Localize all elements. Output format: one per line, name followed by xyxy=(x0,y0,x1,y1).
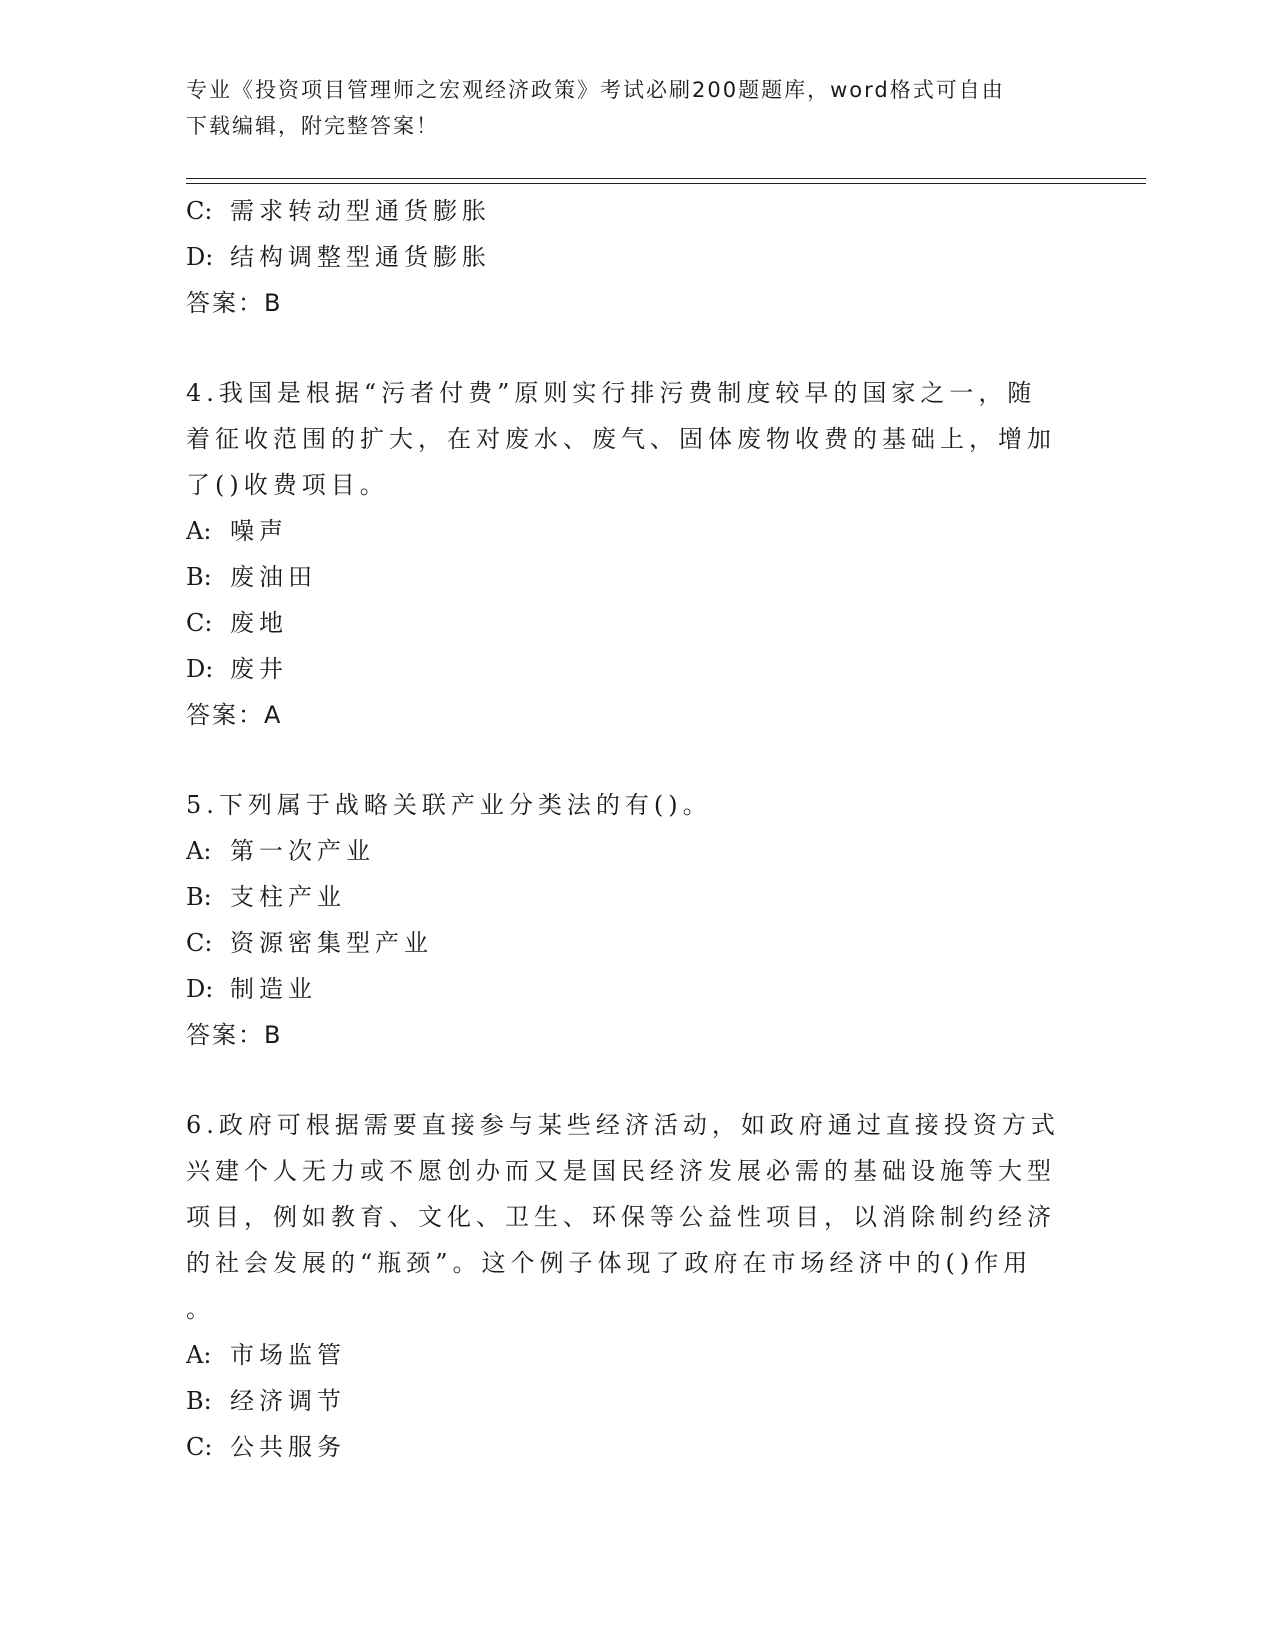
option-key: D: xyxy=(186,655,214,683)
option-key: B: xyxy=(186,883,212,911)
question-list xyxy=(186,188,1066,1470)
question-text-line: 了()收费项目。 xyxy=(186,471,389,499)
option-text: 支柱产业 xyxy=(230,883,346,911)
option-b xyxy=(186,1378,1066,1424)
option-key: A: xyxy=(186,1341,212,1369)
option-key: C: xyxy=(186,1433,213,1461)
option-text: 废井 xyxy=(230,655,288,683)
option-c xyxy=(186,920,1066,966)
option-key: B: xyxy=(186,1387,212,1415)
option-key: A: xyxy=(186,837,212,865)
question-text-line: 兴建个人无力或不愿创办而又是国民经济发展必需的基础设施等大型 xyxy=(186,1157,1056,1185)
answer: 答案：A xyxy=(186,701,283,729)
question-4 xyxy=(186,370,1066,738)
option-key: B: xyxy=(186,563,212,591)
option-text: 制造业 xyxy=(230,975,317,1003)
option-text: 市场监管 xyxy=(230,1341,346,1369)
question-text-line: 着征收范围的扩大，在对废水、废气、固体废物收费的基础上，增加 xyxy=(186,425,1056,453)
question-6 xyxy=(186,1102,1066,1470)
option-text: 结构调整型通货膨胀 xyxy=(230,243,491,271)
option-key: D: xyxy=(186,243,214,271)
header-title-line-1: 专业《投资项目管理师之宏观经济政策》考试必刷200题题库，word格式可自由 xyxy=(186,78,1005,102)
option-c xyxy=(186,600,1066,646)
question-text-line: 。 xyxy=(186,1295,215,1323)
option-d xyxy=(186,966,1066,1012)
option-text: 废油田 xyxy=(230,563,317,591)
question-3-tail xyxy=(186,188,1066,326)
option-a xyxy=(186,1332,1066,1378)
option-text: 公共服务 xyxy=(230,1433,346,1461)
option-key: C: xyxy=(186,929,213,957)
option-d xyxy=(186,234,1066,280)
answer: 答案：B xyxy=(186,1021,283,1049)
header-divider-top xyxy=(186,178,1146,179)
option-text: 资源密集型产业 xyxy=(230,929,433,957)
question-text-line: 的社会发展的“瓶颈”。这个例子体现了政府在市场经济中的()作用 xyxy=(186,1249,1033,1277)
option-key: D: xyxy=(186,975,214,1003)
document-header xyxy=(186,72,1066,144)
question-text-line: 6.政府可根据需要直接参与某些经济活动，如政府通过直接投资方式 xyxy=(186,1111,1060,1139)
option-b xyxy=(186,554,1066,600)
option-a xyxy=(186,828,1066,874)
option-b xyxy=(186,874,1066,920)
answer: 答案：B xyxy=(186,289,283,317)
option-key: A: xyxy=(186,517,212,545)
question-5 xyxy=(186,782,1066,1058)
option-text: 废地 xyxy=(230,609,288,637)
option-text: 第一次产业 xyxy=(230,837,375,865)
option-c xyxy=(186,1424,1066,1470)
question-text-line: 5.下列属于战略关联产业分类法的有()。 xyxy=(186,791,712,819)
option-c xyxy=(186,188,1066,234)
option-d xyxy=(186,646,1066,692)
question-text-line: 4.我国是根据“污者付费”原则实行排污费制度较早的国家之一，随 xyxy=(186,379,1037,407)
option-key: C: xyxy=(186,197,213,225)
header-divider-bottom xyxy=(186,183,1146,184)
header-title-line-2: 下载编辑，附完整答案！ xyxy=(186,114,439,138)
question-text-line: 项目，例如教育、文化、卫生、环保等公益性项目，以消除制约经济 xyxy=(186,1203,1056,1231)
option-text: 需求转动型通货膨胀 xyxy=(230,197,491,225)
option-text: 噪声 xyxy=(230,517,288,545)
option-text: 经济调节 xyxy=(230,1387,346,1415)
option-key: C: xyxy=(186,609,213,637)
option-a xyxy=(186,508,1066,554)
